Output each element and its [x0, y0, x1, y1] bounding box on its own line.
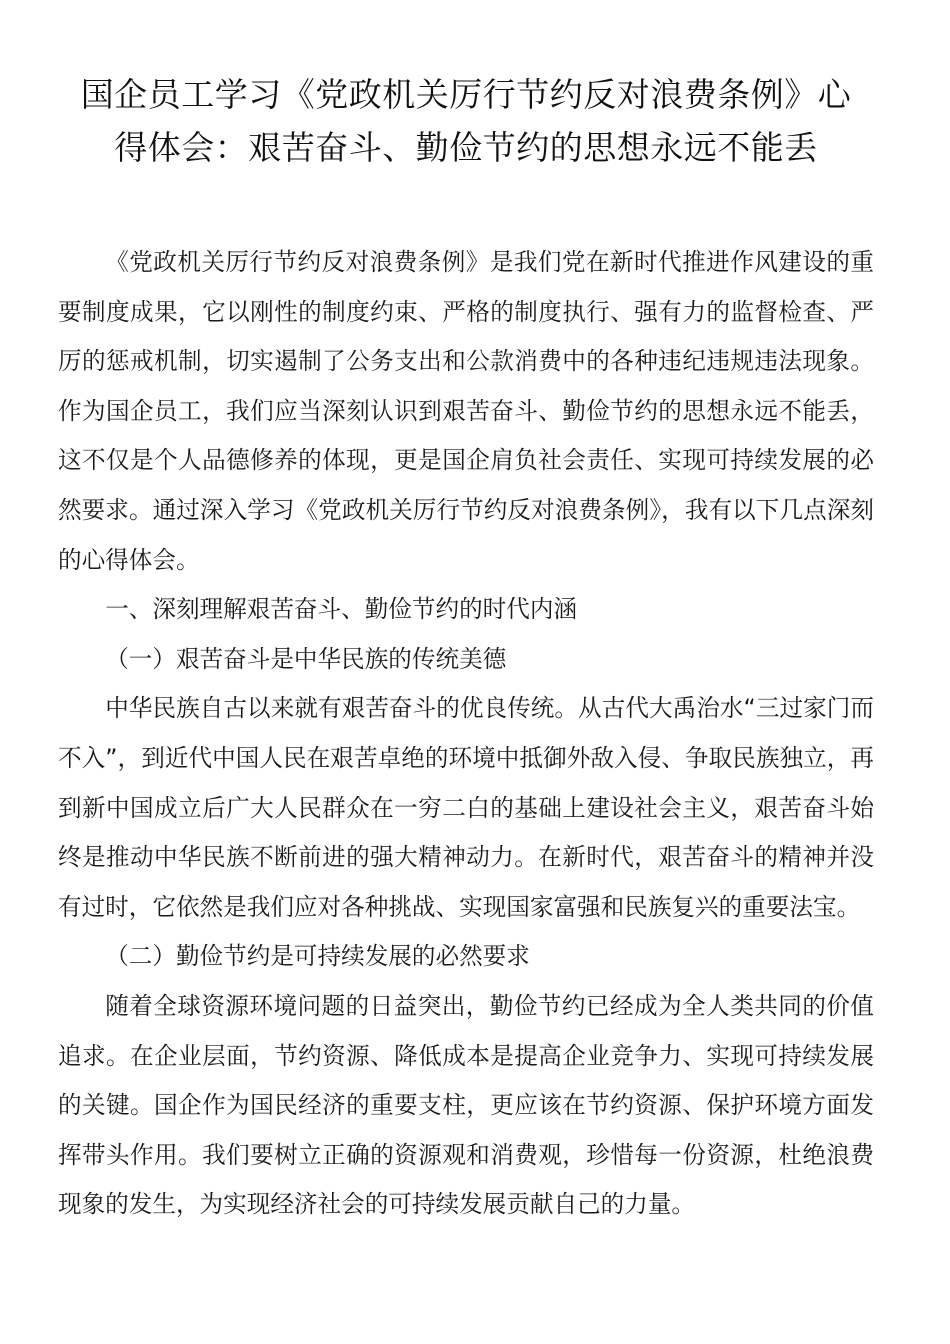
intro-paragraph: 《党政机关厉行节约反对浪费条例》是我们党在新时代推进作风建设的重要制度成果，它以刚性的制度约束、严格的制度执行、强有力的监督检查、严厉的惩戒机制，切实遏制了公务支出和公款消费中的各种违纪违规违法现象。作为国企员工，我们应当深刻认识到艰苦奋斗、勤俭节约的思想永远不能丢，这不仅是个人品德修养的体现，更是国企肩负社会责任、实现可持续发展的必然要求。通过深入学习《党政机关厉行节约反对浪费条例》，我有以下几点深刻的心得体会。 — [58, 248, 874, 574]
subsection-1-heading: （一）艰苦奋斗是中华民族的传统美德 — [105, 644, 507, 673]
section-1-heading: 一、深刻理解艰苦奋斗、勤俭节约的时代内涵 — [105, 595, 578, 624]
subsection-2-paragraph: 随着全球资源环境问题的日益突出，勤俭节约已经成为全人类共同的价值追求。在企业层面，节约资源、降低成本是提高企业竞争力、实现可持续发展的关键。国企作为国民经济的重要支柱，更应该在节约资源、保护环境方面发挥带头作用。我们要树立正确的资源观和消费观，珍惜每一份资源，杜绝浪费现象的发生，为实现经济社会的可持续发展贡献自己的力量。 — [58, 991, 874, 1219]
subsection-2-heading: （二）勤俭节约是可持续发展的必然要求 — [105, 942, 530, 971]
document-title: 国企员工学习《党政机关厉行节约反对浪费条例》心 得体会：艰苦奋斗、勤俭节约的思想永远不能丢 — [80, 75, 852, 167]
document-body — [58, 238, 874, 1230]
subsection-1-paragraph: 中华民族自古以来就有艰苦奋斗的优良传统。从古代大禹治水“三过家门而不入”，到近代中国人民在艰苦卓绝的环境中抵御外敌入侵、争取民族独立，再到新中国成立后广大人民群众在一穷二白的基础上建设社会主义，艰苦奋斗始终是推动中华民族不断前进的强大精神动力。在新时代，艰苦奋斗的精神并没有过时，它依然是我们应对各种挑战、实现国家富强和民族复兴的重要法宝。 — [58, 694, 874, 921]
